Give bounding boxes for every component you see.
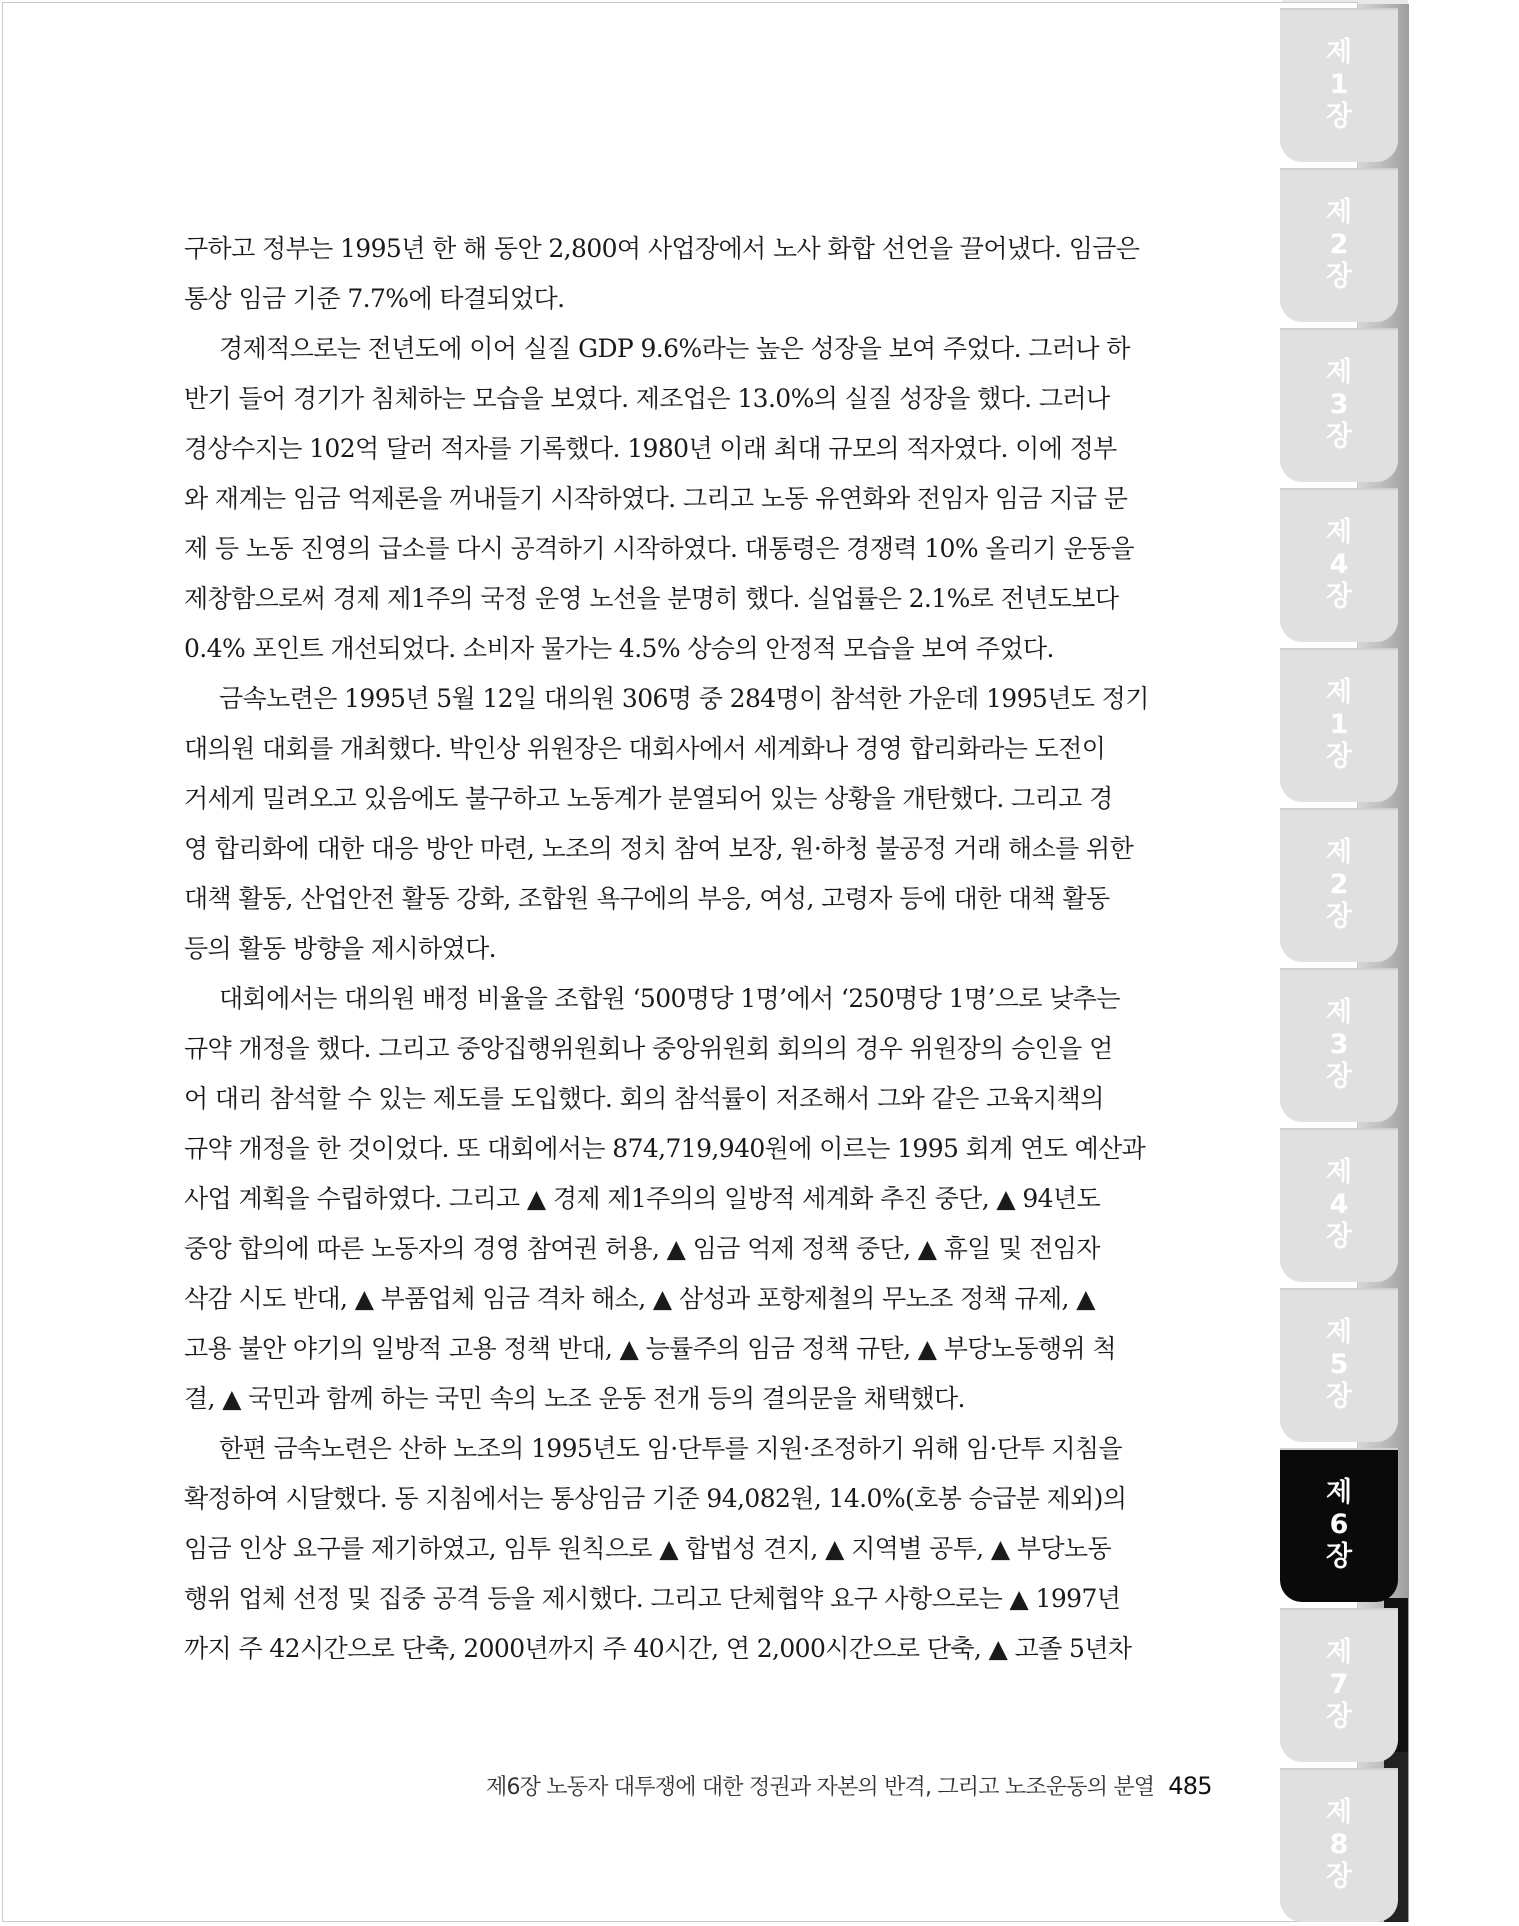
text-line: 통상 임금 기준 7.7%에 타결되었다.	[184, 284, 565, 313]
text-line: 구하고 정부는 1995년 한 해 동안 2,800여 사업장에서 노사 화합 선언을 끌어냈다. 임금은	[184, 234, 1140, 263]
text-line: 등의 활동 방향을 제시하였다.	[184, 934, 496, 963]
text-line: 행위 업체 선정 및 집중 공격 등을 제시했다. 그리고 단체협약 요구 사항으로는 ▲ 1997년	[184, 1584, 1121, 1613]
tab-label-prefix: 제	[1325, 1317, 1353, 1348]
tab-label-prefix: 제	[1325, 1477, 1353, 1508]
tab-label-suffix: 장	[1325, 1381, 1353, 1412]
text-line: 규약 개정을 한 것이었다. 또 대회에서는 874,719,940원에 이르는 1995 회계 연도 예산과	[184, 1134, 1146, 1163]
text-line: 반기 들어 경기가 침체하는 모습을 보였다. 제조업은 13.0%의 실질 성장을 했다. 그러나	[184, 384, 1110, 413]
tab-label-suffix: 장	[1325, 1701, 1353, 1732]
tab-label-suffix: 장	[1325, 421, 1353, 452]
text-line: 사업 계획을 수립하였다. 그리고 ▲ 경제 제1주의의 일방적 세계화 추진 중단, ▲ 94년도	[184, 1184, 1101, 1213]
chapter-tab[interactable]	[1280, 488, 1398, 642]
chapter-tab[interactable]	[1280, 1608, 1398, 1762]
tab-label-prefix: 제	[1325, 37, 1353, 68]
text-line: 금속노련은 1995년 5월 12일 대의원 306명 중 284명이 참석한 가운데 1995년도 정기	[219, 684, 1149, 713]
chapter-tab-active[interactable]	[1280, 1448, 1398, 1602]
text-line: 고용 불안 야기의 일방적 고용 정책 반대, ▲ 능률주의 임금 정책 규탄, ▲ 부당노동행위 척	[184, 1334, 1116, 1363]
text-line: 규약 개정을 했다. 그리고 중앙집행위원회나 중앙위원회 회의의 경우 위원장의 승인을 얻	[184, 1034, 1113, 1063]
tab-label-number: 2	[1329, 229, 1349, 260]
text-line: 와 재계는 임금 억제론을 꺼내들기 시작하였다. 그리고 노동 유연화와 전임자 임금 지급 문	[184, 484, 1128, 513]
text-line: 0.4% 포인트 개선되었다. 소비자 물가는 4.5% 상승의 안정적 모습을 보여 주었다.	[184, 634, 1054, 663]
text-line: 대회에서는 대의원 배정 비율을 조합원 ‘500명당 1명’에서 ‘250명당 1명’으로 낮추는	[219, 984, 1120, 1013]
tab-label-suffix: 장	[1325, 1861, 1353, 1892]
chapter-tab[interactable]	[1280, 968, 1398, 1122]
tab-label-number: 6	[1329, 1509, 1349, 1540]
chapter-tab[interactable]	[1280, 648, 1398, 802]
text-line: 결, ▲ 국민과 함께 하는 국민 속의 노조 운동 전개 등의 결의문을 채택했다.	[184, 1384, 965, 1413]
tab-label-suffix: 장	[1325, 101, 1353, 132]
tab-label-prefix: 제	[1325, 517, 1353, 548]
tab-label-suffix: 장	[1325, 581, 1353, 612]
tab-label-number: 1	[1329, 709, 1349, 740]
tab-label-suffix: 장	[1325, 1541, 1353, 1572]
tab-label-number: 7	[1329, 1669, 1349, 1700]
text-line: 임금 인상 요구를 제기하였고, 임투 원칙으로 ▲ 합법성 견지, ▲ 지역별 공투, ▲ 부당노동	[184, 1534, 1112, 1563]
tab-label-suffix: 장	[1325, 261, 1353, 292]
tab-label-number: 8	[1329, 1829, 1349, 1860]
text-line: 대책 활동, 산업안전 활동 강화, 조합원 욕구에의 부응, 여성, 고령자 등에 대한 대책 활동	[184, 884, 1110, 913]
tab-label-number: 3	[1329, 389, 1349, 420]
chapter-tabs	[1280, 0, 1398, 1926]
text-line: 삭감 시도 반대, ▲ 부품업체 임금 격차 해소, ▲ 삼성과 포항제철의 무노조 정책 규제, ▲	[184, 1284, 1095, 1313]
tab-label-prefix: 제	[1325, 1637, 1353, 1668]
text-line: 제창함으로써 경제 제1주의 국정 운영 노선을 분명히 했다. 실업률은 2.1%로 전년도보다	[184, 584, 1119, 613]
text-line: 경상수지는 102억 달러 적자를 기록했다. 1980년 이래 최대 규모의 적자였다. 이에 정부	[184, 434, 1117, 463]
chapter-tab[interactable]	[1280, 1128, 1398, 1282]
tab-label-suffix: 장	[1325, 901, 1353, 932]
tab-label-number: 4	[1329, 1189, 1349, 1220]
tab-label-suffix: 장	[1325, 741, 1353, 772]
tab-label-prefix: 제	[1325, 837, 1353, 868]
page-number: 485	[1168, 1772, 1212, 1800]
text-line: 중앙 합의에 따른 노동자의 경영 참여권 허용, ▲ 임금 억제 정책 중단, ▲ 휴일 및 전임자	[184, 1234, 1100, 1263]
text-line: 거세게 밀려오고 있음에도 불구하고 노동계가 분열되어 있는 상황을 개탄했다. 그리고 경	[184, 784, 1113, 813]
text-line: 대의원 대회를 개최했다. 박인상 위원장은 대회사에서 세계화나 경영 합리화라는 도전이	[184, 734, 1106, 763]
chapter-tab[interactable]	[1280, 328, 1398, 482]
chapter-tab[interactable]	[1280, 8, 1398, 162]
chapter-tab[interactable]	[1280, 1288, 1398, 1442]
chapter-tab[interactable]	[1280, 1768, 1398, 1922]
tab-label-prefix: 제	[1325, 357, 1353, 388]
tab-label-prefix: 제	[1325, 197, 1353, 228]
tab-label-number: 3	[1329, 1029, 1349, 1060]
body-text	[184, 224, 1184, 1674]
tab-label-number: 5	[1329, 1349, 1349, 1380]
text-line: 한편 금속노련은 산하 노조의 1995년도 임·단투를 지원·조정하기 위해 임·단투 지침을	[219, 1434, 1122, 1463]
text-line: 까지 주 42시간으로 단축, 2000년까지 주 40시간, 연 2,000시간으로 단축, ▲ 고졸 5년차	[184, 1634, 1132, 1663]
tab-label-prefix: 제	[1325, 1797, 1353, 1828]
tab-label-suffix: 장	[1325, 1221, 1353, 1252]
tab-label-prefix: 제	[1325, 677, 1353, 708]
text-line: 확정하여 시달했다. 동 지침에서는 통상임금 기준 94,082원, 14.0%(호봉 승급분 제외)의	[184, 1484, 1127, 1513]
tab-label-prefix: 제	[1325, 997, 1353, 1028]
text-line: 어 대리 참석할 수 있는 제도를 도입했다. 회의 참석률이 저조해서 그와 같은 고육지책의	[184, 1084, 1104, 1113]
text-line: 경제적으로는 전년도에 이어 실질 GDP 9.6%라는 높은 성장을 보여 주었다. 그러나 하	[219, 334, 1130, 363]
text-line: 영 합리화에 대한 대응 방안 마련, 노조의 정치 참여 보장, 원·하청 불공정 거래 해소를 위한	[184, 834, 1134, 863]
tab-label-number: 4	[1329, 549, 1349, 580]
tab-label-suffix: 장	[1325, 1061, 1353, 1092]
tab-label-number: 1	[1329, 69, 1349, 100]
text-line: 제 등 노동 진영의 급소를 다시 공격하기 시작하였다. 대통령은 경쟁력 10% 올리기 운동을	[184, 534, 1134, 563]
tab-label-prefix: 제	[1325, 1157, 1353, 1188]
chapter-tab[interactable]	[1280, 808, 1398, 962]
page-footer	[486, 1770, 1212, 1801]
running-title: 제6장 노동자 대투쟁에 대한 정권과 자본의 반격, 그리고 노조운동의 분열	[486, 1775, 1155, 1800]
chapter-tab[interactable]	[1280, 168, 1398, 322]
tab-label-number: 2	[1329, 869, 1349, 900]
